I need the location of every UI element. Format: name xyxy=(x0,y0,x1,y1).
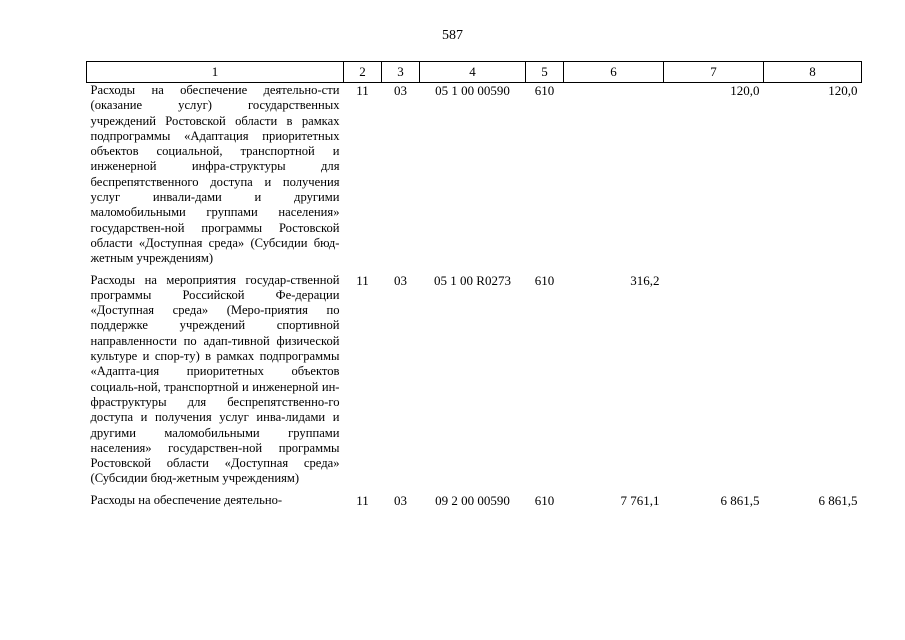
header-col-4: 4 xyxy=(420,62,526,83)
row-sum-6: 316,2 xyxy=(630,272,660,288)
row-vr: 610 xyxy=(534,492,555,508)
row-description: Расходы на обеспечение деятельно- xyxy=(90,492,283,507)
row-sum-7 xyxy=(664,273,764,493)
row-sum-6 xyxy=(564,83,664,273)
table-row xyxy=(87,273,862,493)
row-pr: 03 xyxy=(394,83,407,98)
row-sum-6: 7 761,1 xyxy=(620,492,660,508)
table-row xyxy=(87,83,862,273)
row-vr: 610 xyxy=(534,272,555,288)
row-sum-8 xyxy=(764,273,862,493)
row-pr: 03 xyxy=(394,492,407,508)
row-sum-8: 6 861,5 xyxy=(818,492,858,508)
header-col-5: 5 xyxy=(526,62,564,83)
header-col-2: 2 xyxy=(344,62,382,83)
row-rz: 11 xyxy=(356,272,369,288)
row-csr: 05 1 00 00590 xyxy=(435,83,510,98)
row-sum-7: 6 861,5 xyxy=(720,492,760,508)
header-col-3: 3 xyxy=(382,62,420,83)
row-description: Расходы на обеспечение деятельно-сти (оказание услуг) государственных учреждений Ростовской области в рамках подпрограммы «Адаптация приоритетных объектов социальной, транспортной и инженерной инфра-структуры для беспрепятственного доступа и получения услуг инвали-дами и другими маломобильными группами населения» государствен-ной программы Ростовской области «Доступная среда» (Субсидии бюд-жетным учреждениям) xyxy=(90,83,340,266)
header-col-1: 1 xyxy=(87,62,344,83)
row-sum-7: 120,0 xyxy=(730,83,760,98)
budget-table xyxy=(86,61,862,514)
page-number: 587 xyxy=(442,28,463,43)
row-sum-8: 120,0 xyxy=(828,83,858,98)
header-row xyxy=(87,62,862,83)
row-pr: 03 xyxy=(394,272,407,288)
row-vr: 610 xyxy=(534,83,555,98)
header-col-7: 7 xyxy=(664,62,764,83)
row-csr: 05 1 00 R0273 xyxy=(434,272,511,288)
row-rz: 11 xyxy=(356,83,369,98)
header-col-6: 6 xyxy=(564,62,664,83)
row-csr: 09 2 00 00590 xyxy=(435,492,510,508)
row-rz: 11 xyxy=(356,492,369,508)
table-row xyxy=(87,493,862,514)
row-description: Расходы на мероприятия государ-ственной программы Российской Фе-дерации «Доступная среда» (Меро-приятия по поддержке учреждений спортивной направленности по адап-тивной физической культуре и спор-ту) в рамках подпрограммы «Адапта-ция приоритетных объектов социаль-ной, транспортной и инженерной ин-фраструктуры для беспрепятственно-го доступа и получения услуг инва-лидами и другими маломобильными группами населения» государствен-ной программы Ростовской области «Доступная среда» (Субсидии бюд-жетным учреждениям) xyxy=(90,272,340,486)
header-col-8: 8 xyxy=(764,62,862,83)
